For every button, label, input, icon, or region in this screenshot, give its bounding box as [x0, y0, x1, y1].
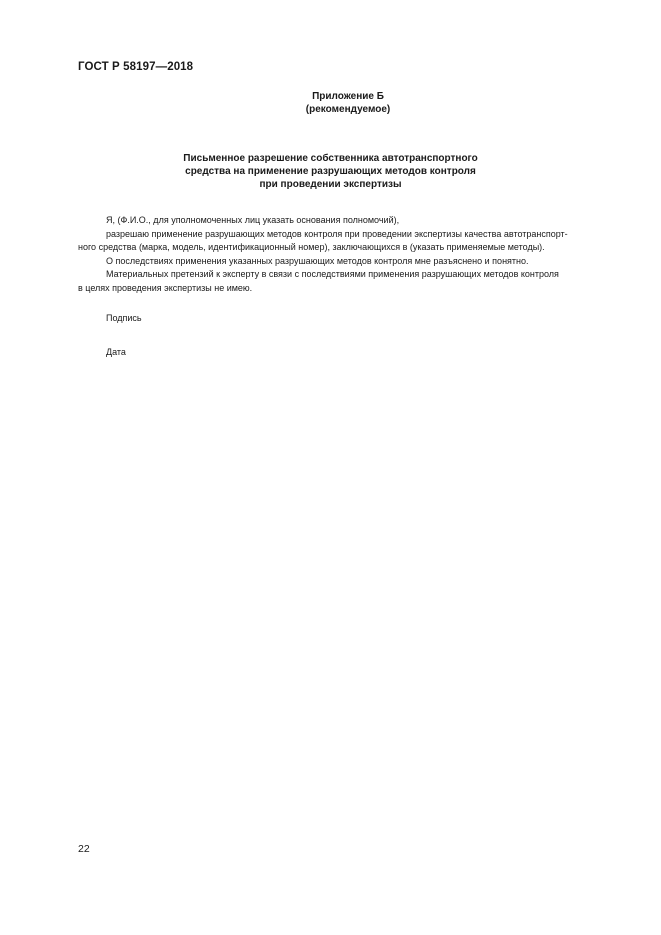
title-line-2: средства на применение разрушающих методов контроля: [185, 166, 476, 177]
title-line-1: Письменное разрешение собственника автотранспортного: [183, 153, 478, 164]
body-line-5: Материальных претензий к эксперту в связи с последствиями применения разрушающих методов контроля: [106, 269, 559, 280]
body-line-1: Я, (Ф.И.О., для уполномоченных лиц указать основания полномочий),: [106, 215, 400, 225]
standard-designation: ГОСТ Р 58197—2018: [78, 61, 194, 73]
signature-label: Подпись: [106, 313, 142, 323]
title-line-3: при проведении экспертизы: [259, 179, 402, 190]
body-line-2: разрешаю применение разрушающих методов контроля при проведении экспертизы качества автотранспорт-: [106, 228, 568, 239]
date-label: Дата: [106, 347, 126, 357]
appendix-heading: [0, 90, 661, 116]
body-line-3: ного средства (марка, модель, идентификационный номер), заключающихся в (указать применяемые методы).: [78, 242, 545, 253]
appendix-label: Приложение Б: [312, 91, 384, 102]
body-paragraphs: [78, 214, 618, 296]
body-line-6: в целях проведения экспертизы не имею.: [78, 282, 253, 293]
body-line-4: О последствиях применения указанных разрушающих методов контроля мне разъяснено и понятно.: [106, 255, 529, 266]
page-number: 22: [78, 843, 90, 855]
appendix-status: (рекомендуемое): [305, 104, 391, 115]
document-title: [0, 152, 661, 191]
